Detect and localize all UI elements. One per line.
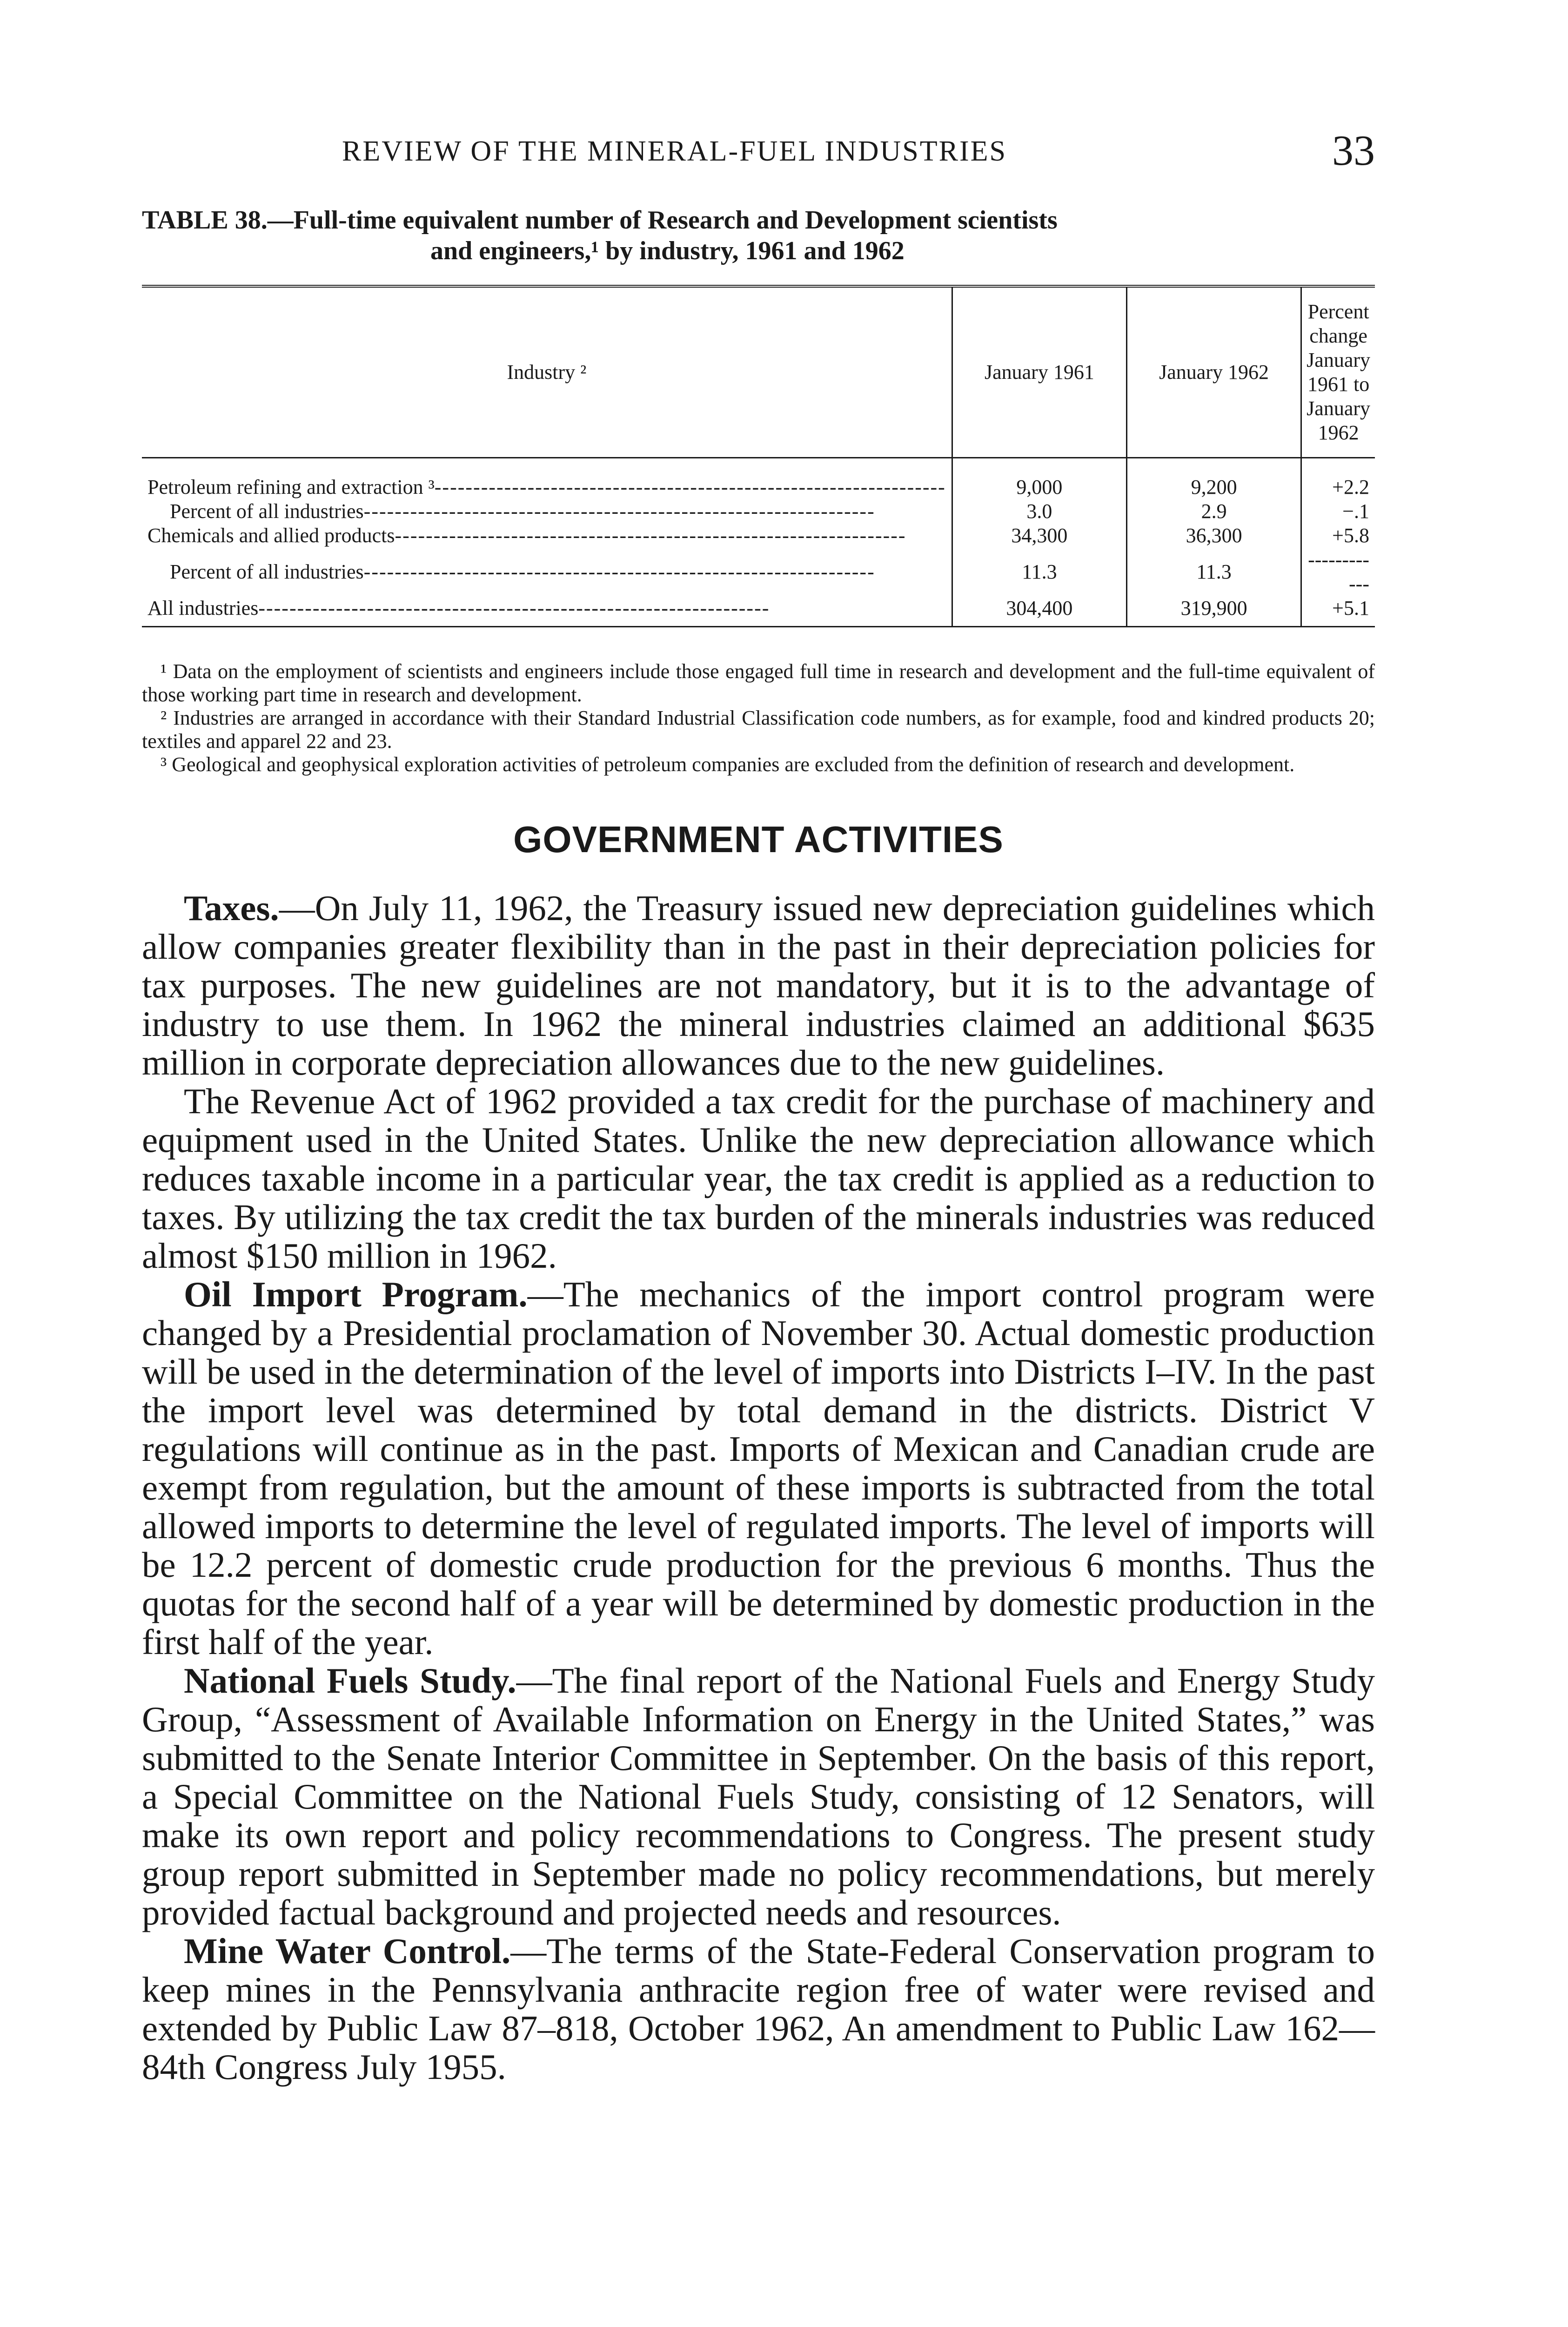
- body-paragraph: [142, 1082, 1375, 1275]
- cell-jan-1962-text: 9,200: [1191, 476, 1237, 498]
- body-text: [142, 889, 1375, 2086]
- row-label: [142, 499, 952, 524]
- paragraph-run-in-heading: Oil Import Program.: [184, 1274, 528, 1314]
- cell-percent-change: [1301, 524, 1375, 548]
- row-label: [142, 458, 952, 500]
- row-label: [142, 596, 952, 627]
- col-header-industry: Industry ²: [142, 286, 952, 458]
- cell-jan-1962-text: 2.9: [1201, 500, 1227, 523]
- running-head: [142, 126, 1375, 177]
- cell-jan-1962: [1127, 524, 1301, 548]
- cell-percent-change-text: +5.1: [1332, 597, 1369, 619]
- table-caption: [142, 205, 1375, 266]
- cell-jan-1961: [952, 499, 1126, 524]
- dot-leader: ------------------------------------------------------------------: [434, 476, 946, 498]
- footnote-1: ¹ Data on the employment of scientists and engineers include those engaged full time in research and development and the full-time equivalent of those working part time in research and development.: [142, 660, 1375, 706]
- section-title: GOVERNMENT ACTIVITIES: [513, 819, 1004, 860]
- row-label-text: Percent of all industries: [170, 560, 364, 583]
- cell-jan-1962: [1127, 548, 1301, 596]
- cell-jan-1961: [952, 596, 1126, 627]
- rd-table: [142, 285, 1375, 627]
- col-header-jan-1962: January 1962: [1127, 286, 1301, 458]
- dot-leader: ------------------------------------------------------------------: [363, 560, 875, 583]
- body-paragraph: [142, 889, 1375, 1082]
- paragraph-text: —The mechanics of the import control program were changed by a Presidential proclamation of November 30. Actual domestic production will be used in the determination of the level of imports into Districts I–IV. In the past the import level was determined by total demand in the districts. District V regulations will continue as in the past. Imports of Mexican and Canadian crude are exempt from regulation, but the amount of these imports is subtracted from the total allowed imports to determine the level of regulated imports. The level of imports will be 12.2 percent of domestic crude production for the previous 6 months. Thus the quotas for the second half of a year will be determined by domestic production in the first half of the year.: [142, 1274, 1375, 1662]
- cell-percent-change-text: −.1: [1342, 500, 1369, 523]
- cell-jan-1961-text: 3.0: [1026, 500, 1052, 523]
- table-footnotes: [142, 660, 1375, 776]
- cell-jan-1961-text: 11.3: [1022, 560, 1057, 583]
- cell-jan-1962-text: 36,300: [1186, 524, 1242, 547]
- cell-percent-change: [1301, 548, 1375, 596]
- cell-jan-1962-text: 319,900: [1180, 597, 1247, 619]
- body-paragraph: [142, 1275, 1375, 1661]
- footnote-2: ² Industries are arranged in accordance with their Standard Industrial Classification code numbers, as for example, food and kindred products 20; textiles and apparel 22 and 23.: [142, 706, 1375, 753]
- table-row: [142, 548, 1375, 596]
- table-body: [142, 458, 1375, 627]
- paragraph-text: The Revenue Act of 1962 provided a tax credit for the purchase of machinery and equipment used in the United States. Unlike the new depreciation allowance which reduces taxable income in a particular year, the tax credit is applied as a reduction to taxes. By utilizing the tax credit the tax burden of the minerals industries was reduced almost $150 million in 1962.: [142, 1081, 1375, 1276]
- cell-jan-1962: [1127, 596, 1301, 627]
- paragraph-run-in-heading: National Fuels Study.: [184, 1661, 516, 1701]
- cell-jan-1961: [952, 548, 1126, 596]
- footnote-3: ³ Geological and geophysical exploration activities of petroleum companies are excluded from the definition of research and development.: [161, 753, 1295, 776]
- body-paragraph: [142, 1932, 1375, 2086]
- page-number: 33: [1332, 127, 1375, 174]
- col-header-jan-1961: January 1961: [952, 286, 1126, 458]
- paragraph-text: —The final report of the National Fuels and Energy Study Group, “Assessment of Available Information on Energy in the United States,” was submitted to the Senate Interior Committee in September. On the basis of this report, a Special Committee on the National Fuels Study, consisting of 12 Senators, will make its own report and policy recommendations to Congress. The present study group report submitted in September made no policy recommendations, but merely provided factual background and projected needs and resources.: [142, 1661, 1375, 1932]
- cell-jan-1962-text: 11.3: [1196, 560, 1232, 583]
- cell-jan-1961-text: 34,300: [1011, 524, 1068, 547]
- cell-jan-1962: [1127, 458, 1301, 500]
- cell-percent-change-text: +5.8: [1332, 524, 1369, 547]
- paragraph-run-in-heading: Taxes.: [184, 888, 279, 928]
- paragraph-text: —The terms of the State-Federal Conservation program to keep mines in the Pennsylvania anthracite region free of water were revised and extended by Public Law 87–818, October 1962, An amendment to Public Law 162—84th Congress July 1955.: [142, 1931, 1375, 2087]
- dot-leader: ------------------------------------------------------------------: [258, 597, 770, 619]
- row-label-text: Petroleum refining and extraction ³: [147, 476, 435, 498]
- cell-percent-change-text: ------------: [1308, 548, 1369, 595]
- table-caption-line-2: and engineers,¹ by industry, 1961 and 1962: [430, 236, 905, 265]
- cell-percent-change: [1301, 499, 1375, 524]
- row-label-text: Chemicals and allied products: [147, 524, 395, 547]
- running-title: REVIEW OF THE MINERAL-FUEL INDUSTRIES: [342, 135, 1007, 167]
- table-row: [142, 524, 1375, 548]
- row-label: [142, 524, 952, 548]
- table-row: [142, 596, 1375, 627]
- row-label: [142, 548, 952, 596]
- paragraph-text: —On July 11, 1962, the Treasury issued new depreciation guidelines which allow companies greater flexibility than in the past in their depreciation policies for tax purposes. The new guidelines are not mandatory, but it is to the advantage of industry to use them. In 1962 the mineral industries claimed an additional $635 million in corporate depreciation allowances due to the new guidelines.: [142, 888, 1375, 1083]
- table-header-row: [142, 286, 1375, 458]
- cell-jan-1961-text: 9,000: [1016, 476, 1063, 498]
- document-page: [142, 126, 1375, 2086]
- cell-jan-1961-text: 304,400: [1006, 597, 1073, 619]
- table-row: [142, 458, 1375, 500]
- paragraph-run-in-heading: Mine Water Control.: [184, 1931, 511, 1971]
- row-label-text: Percent of all industries: [170, 500, 364, 523]
- table-row: [142, 499, 1375, 524]
- col-header-percent-change: Percent change January 1961 to January 1962: [1301, 286, 1375, 458]
- body-paragraph: [142, 1661, 1375, 1932]
- cell-jan-1962: [1127, 499, 1301, 524]
- cell-percent-change: [1301, 458, 1375, 500]
- cell-percent-change-text: +2.2: [1332, 476, 1369, 498]
- cell-percent-change: [1301, 596, 1375, 627]
- cell-jan-1961: [952, 524, 1126, 548]
- dot-leader: ------------------------------------------------------------------: [363, 500, 875, 523]
- row-label-text: All industries: [147, 597, 259, 619]
- dot-leader: ------------------------------------------------------------------: [395, 524, 906, 547]
- cell-jan-1961: [952, 458, 1126, 500]
- table-caption-line-1: TABLE 38.—Full-time equivalent number of Research and Development scientists: [142, 206, 1058, 235]
